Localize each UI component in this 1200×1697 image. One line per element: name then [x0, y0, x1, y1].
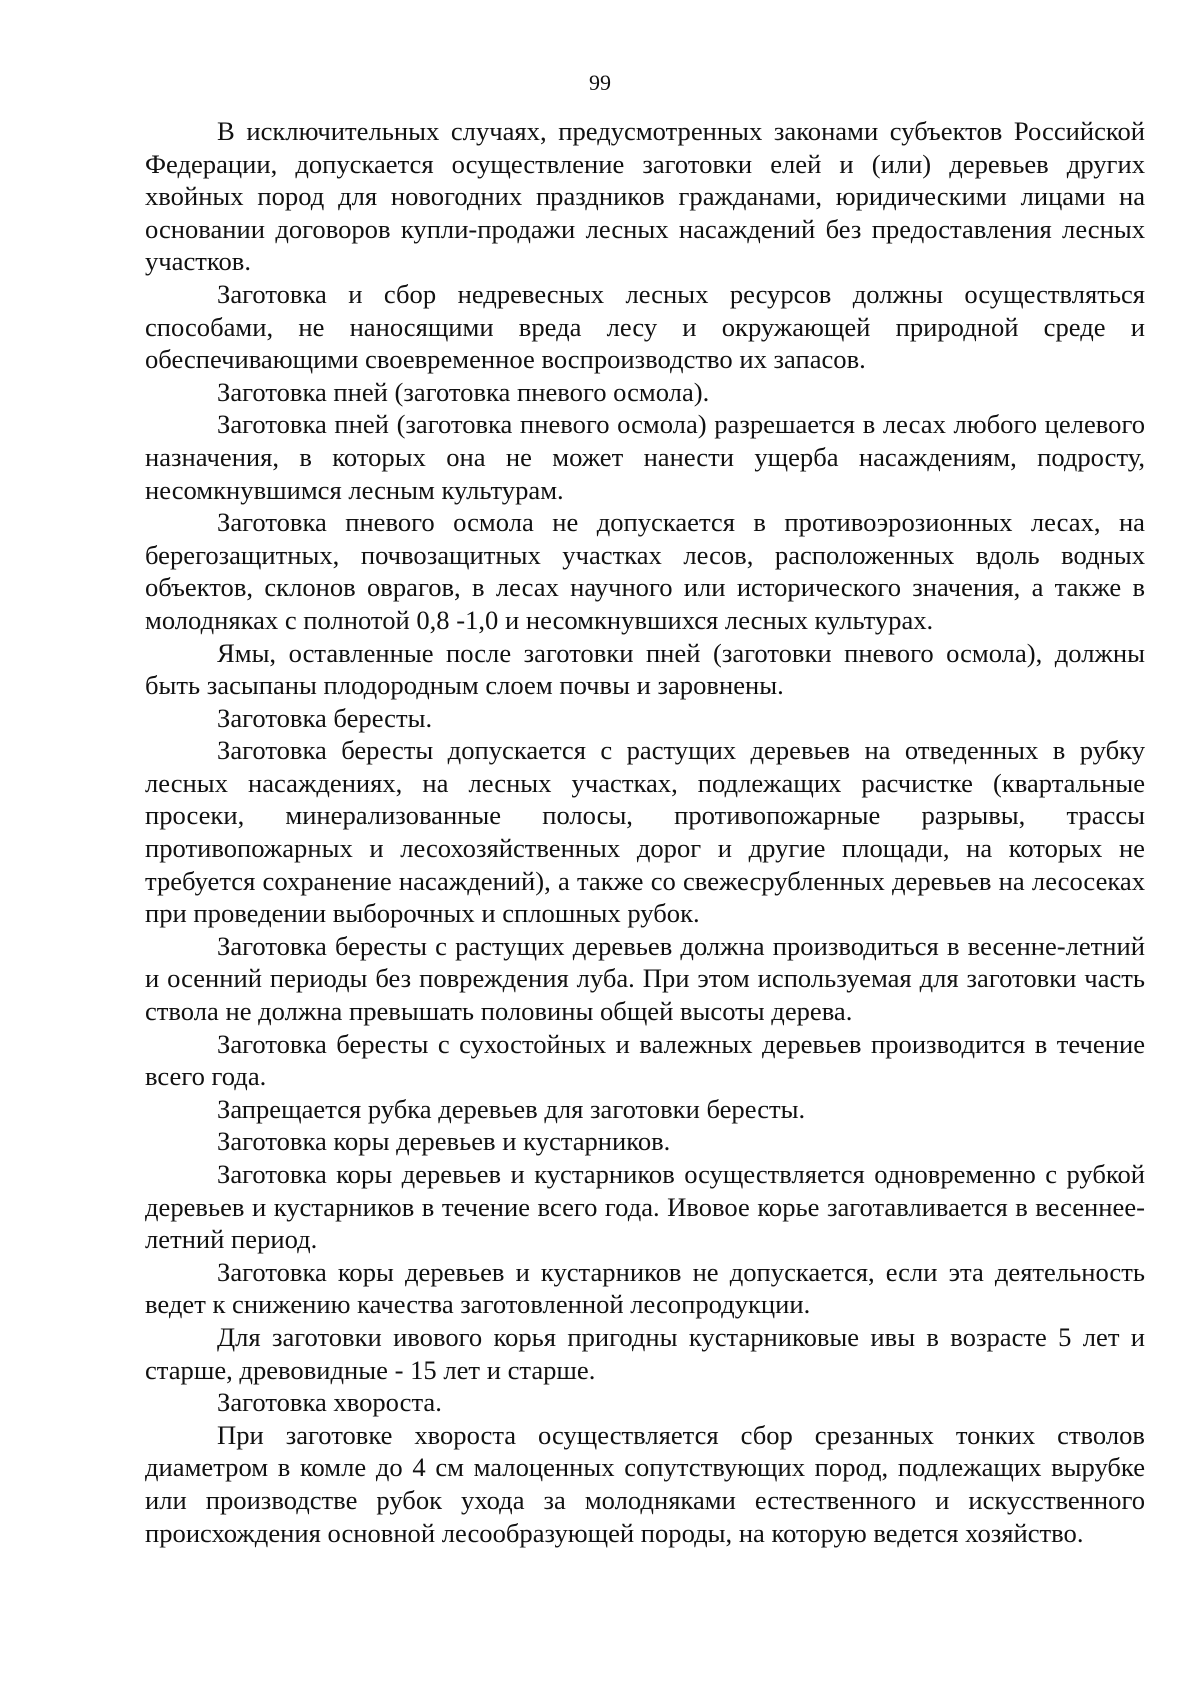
section-heading: Заготовка бересты. — [217, 702, 433, 733]
section-heading: Заготовка хвороста. — [217, 1387, 442, 1418]
document-body — [145, 115, 1145, 1549]
section-heading: Заготовка пней (заготовка пневого осмола). — [217, 376, 710, 407]
paragraph: Заготовка коры деревьев и кустарников не допускается, если эта деятельность ведет к снижению качества заготовленной лесопродукции. — [145, 1256, 1145, 1320]
paragraph: Заготовка коры деревьев и кустарников осуществляется одновременно с рубкой деревьев и кустарников в течение всего года. Ивовое корье заготавливается в весеннее-летний период. — [145, 1159, 1145, 1255]
section-heading: Заготовка коры деревьев и кустарников. — [217, 1126, 671, 1157]
paragraph: Заготовка и сбор недревесных лесных ресурсов должны осуществляться способами, не наносящими вреда лесу и окружающей природной среде и обеспечивающими своевременное воспроизводство их запасов. — [145, 278, 1145, 375]
paragraph: Заготовка пневого осмола не допускается в противоэрозионных лесах, на берегозащитных, почвозащитных участках лесов, расположенных вдоль водных объектов, склонов оврагов, в лесах научного или исторического значения, а также в молодняках с полнотой 0,8 -1,0 и несомкнувшихся лесных культурах. — [145, 507, 1145, 635]
page-number: 99 — [589, 70, 611, 95]
paragraph: Для заготовки ивового корья пригодны кустарниковые ивы в возрасте 5 лет и старше, древовидные - 15 лет и старше. — [145, 1321, 1145, 1385]
paragraph: Ямы, оставленные после заготовки пней (заготовки пневого осмола), должны быть засыпаны плодородным слоем почвы и заровнены. — [145, 637, 1145, 701]
paragraph: В исключительных случаях, предусмотренных законами субъектов Российской Федерации, допускается осуществление заготовки елей и (или) деревьев других хвойных пород для новогодних праздников гражданами, юридическими лицами на основании договоров купли-продажи лесных насаждений без предоставления лесных участков. — [145, 116, 1145, 277]
paragraph: Запрещается рубка деревьев для заготовки бересты. — [217, 1093, 806, 1124]
paragraph: Заготовка бересты с растущих деревьев должна производиться в весенне-летний и осенний периоды без повреждения луба. При этом используемая для заготовки часть ствола не должна превышать половины общей высоты дерева. — [145, 930, 1145, 1027]
paragraph: Заготовка бересты допускается с растущих деревьев на отведенных в рубку лесных насаждениях, на лесных участках, подлежащих расчистке (квартальные просеки, минерализованные полосы, противопожарные разрывы, трассы противопожарных и лесохозяйственных дорог и другие площади, на которых не требуется сохранение насаждений), а также со свежесрубленных деревьев на лесосеках при проведении выборочных и сплошных рубок. — [145, 735, 1145, 929]
paragraph: Заготовка бересты с сухостойных и валежных деревьев производится в течение всего года. — [145, 1028, 1145, 1092]
paragraph: При заготовке хвороста осуществляется сбор срезанных тонких стволов диаметром в комле до 4 см малоценных сопутствующих пород, подлежащих вырубке или производстве рубок ухода за молодняками естественного и искусственного происхождения основной лесообразующей породы, на которую ведется хозяйство. — [145, 1419, 1145, 1548]
paragraph: Заготовка пней (заготовка пневого осмола) разрешается в лесах любого целевого назначения, в которых она не может нанести ущерба насаждениям, подросту, несомкнувшимся лесным культурам. — [145, 409, 1145, 505]
